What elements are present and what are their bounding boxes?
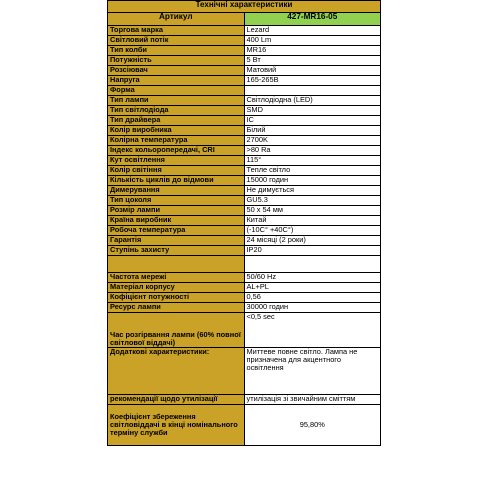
spec-label: Форма bbox=[108, 86, 245, 96]
spec-label: Тип колби bbox=[108, 46, 245, 56]
spec-value: IC bbox=[244, 116, 381, 126]
spec-value: Не димується bbox=[244, 186, 381, 196]
spec-label: Країна виробник bbox=[108, 216, 245, 226]
spec-value: SMD bbox=[244, 106, 381, 116]
spec-value: 95,80% bbox=[244, 405, 381, 446]
table-row bbox=[108, 206, 381, 216]
spec-label: Додаткові характеристики: bbox=[108, 348, 245, 395]
spec-label: Час розгірвання лампи (60% повної світлової віддачі) bbox=[108, 313, 245, 348]
spec-value bbox=[244, 256, 381, 273]
spec-label: Розсіювач bbox=[108, 66, 245, 76]
spec-value: MR16 bbox=[244, 46, 381, 56]
spec-label: Колір світіння bbox=[108, 166, 245, 176]
table-title: Технічні характеристики bbox=[108, 1, 381, 13]
spec-label: Робоча температура bbox=[108, 226, 245, 236]
spec-value: 400 Lm bbox=[244, 36, 381, 46]
table-row bbox=[108, 303, 381, 313]
spec-value: 50 x 54 мм bbox=[244, 206, 381, 216]
table-row bbox=[108, 76, 381, 86]
spec-label: Частота мережі bbox=[108, 273, 245, 283]
spec-value: 30000 годин bbox=[244, 303, 381, 313]
spec-label: Димерування bbox=[108, 186, 245, 196]
table-row bbox=[108, 196, 381, 206]
article-label: Артикул bbox=[108, 13, 245, 26]
table-row-warmup bbox=[108, 313, 381, 348]
table-row bbox=[108, 176, 381, 186]
spec-label: Кут освітлення bbox=[108, 156, 245, 166]
table-row bbox=[108, 293, 381, 303]
spec-value: Миттеве повне світло. Лампа не призначена для акцентного освітлення bbox=[244, 348, 381, 395]
table-row bbox=[108, 26, 381, 36]
spec-value bbox=[244, 86, 381, 96]
table-row bbox=[108, 66, 381, 76]
table-row bbox=[108, 36, 381, 46]
table-row bbox=[108, 86, 381, 96]
spec-label: Світловий потік bbox=[108, 36, 245, 46]
spec-sheet bbox=[107, 0, 381, 446]
spec-label: Гарантія bbox=[108, 236, 245, 246]
spec-label: Тип драйвера bbox=[108, 116, 245, 126]
table-row bbox=[108, 186, 381, 196]
spec-label: Колір виробника bbox=[108, 126, 245, 136]
spec-label: Тип лампи bbox=[108, 96, 245, 106]
spec-value: 5 Вт bbox=[244, 56, 381, 66]
table-row bbox=[108, 146, 381, 156]
spec-label: Кількість циклів до відмови bbox=[108, 176, 245, 186]
article-value: 427-MR16-05 bbox=[244, 13, 381, 26]
spec-value: (-10C° +40C°) bbox=[244, 226, 381, 236]
spec-value: 50/60 Hz bbox=[244, 273, 381, 283]
table-row bbox=[108, 156, 381, 166]
spec-value: >80 Ra bbox=[244, 146, 381, 156]
spec-value: IP20 bbox=[244, 246, 381, 256]
spec-value: 165-265В bbox=[244, 76, 381, 86]
spec-value: 0,56 bbox=[244, 293, 381, 303]
spec-label: Ресурс лампи bbox=[108, 303, 245, 313]
table-row-disposal bbox=[108, 395, 381, 405]
spec-value: 115° bbox=[244, 156, 381, 166]
spec-value: Китай bbox=[244, 216, 381, 226]
spec-value: Білий bbox=[244, 126, 381, 136]
spec-value: 15000 годин bbox=[244, 176, 381, 186]
spec-value: Lezard bbox=[244, 26, 381, 36]
table-row bbox=[108, 46, 381, 56]
table-row-empty bbox=[108, 256, 381, 273]
spec-label: Матеріал корпусу bbox=[108, 283, 245, 293]
table-row bbox=[108, 116, 381, 126]
table-row bbox=[108, 216, 381, 226]
table-row bbox=[108, 106, 381, 116]
spec-label bbox=[108, 256, 245, 273]
spec-label: Торгова марка bbox=[108, 26, 245, 36]
spec-label: Напруга bbox=[108, 76, 245, 86]
spec-table bbox=[107, 0, 381, 446]
table-row bbox=[108, 236, 381, 246]
table-row bbox=[108, 273, 381, 283]
spec-value: <0,5 sec bbox=[244, 313, 381, 348]
spec-value: 2700K bbox=[244, 136, 381, 146]
table-row bbox=[108, 96, 381, 106]
table-row bbox=[108, 136, 381, 146]
spec-value: 24 місяці (2 роки) bbox=[244, 236, 381, 246]
table-row-retention bbox=[108, 405, 381, 446]
spec-label: рекомендації щодо утилізації bbox=[108, 395, 245, 405]
table-row-extra bbox=[108, 348, 381, 395]
table-row bbox=[108, 226, 381, 236]
spec-label: Коефіцієнт збереження світловіддачі в кінці номінального терміну служби bbox=[108, 405, 245, 446]
spec-label: Розмір лампи bbox=[108, 206, 245, 216]
table-row bbox=[108, 283, 381, 293]
spec-value: утилізація зі звичайним сміттям bbox=[244, 395, 381, 405]
table-row bbox=[108, 166, 381, 176]
spec-label: Тип цоколя bbox=[108, 196, 245, 206]
table-row bbox=[108, 246, 381, 256]
spec-value: AL+PL bbox=[244, 283, 381, 293]
spec-label: Кофіцієнт потужності bbox=[108, 293, 245, 303]
spec-label: Індекс кольоропередачі, CRI bbox=[108, 146, 245, 156]
spec-value: Матовий bbox=[244, 66, 381, 76]
table-row bbox=[108, 126, 381, 136]
spec-label: Тип світлодіода bbox=[108, 106, 245, 116]
spec-value: Світлодіодна (LED) bbox=[244, 96, 381, 106]
spec-value: Тепле світло bbox=[244, 166, 381, 176]
spec-value: GU5.3 bbox=[244, 196, 381, 206]
spec-label: Потужність bbox=[108, 56, 245, 66]
spec-label: Ступінь захисту bbox=[108, 246, 245, 256]
table-row bbox=[108, 56, 381, 66]
spec-label: Колірна температура bbox=[108, 136, 245, 146]
